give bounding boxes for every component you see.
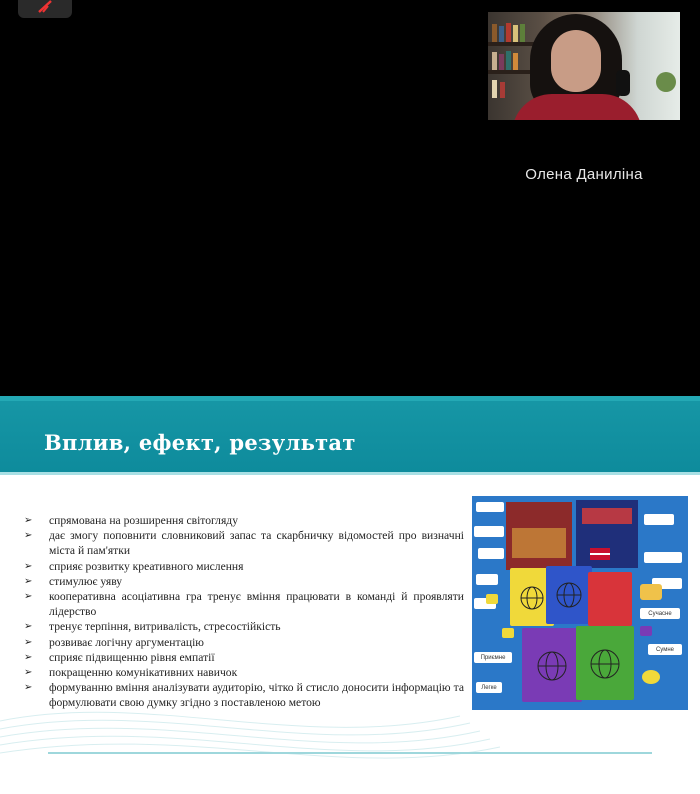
arrowhead-icon: ➢ [24, 636, 33, 648]
list-item: ➢ спрямована на розширення світогляду [24, 514, 238, 527]
arrowhead-icon: ➢ [24, 515, 33, 526]
word-card: Приємне [474, 652, 512, 663]
list-item: ➢ стимулює уяву [24, 574, 123, 588]
game-photo [472, 496, 688, 710]
participant-name: Олена Даниліна [525, 166, 643, 183]
plant [656, 72, 676, 92]
participant-shirt [512, 94, 642, 120]
arrowhead-icon: ➢ [24, 530, 33, 542]
word-card: Легке [476, 682, 502, 693]
slide-footer-line [48, 752, 652, 754]
participant-face [551, 30, 601, 92]
shared-slide [0, 396, 700, 794]
list-item: ➢ розвиває логічну аргументацію [24, 635, 204, 649]
headset-icon [616, 70, 630, 96]
list-item: ➢ сприяє розвитку креативного мислення [24, 559, 244, 573]
slide-header [0, 396, 700, 472]
word-card: Сумне [648, 644, 682, 655]
arrowhead-icon: ➢ [24, 651, 33, 663]
arrowhead-icon: ➢ [24, 560, 33, 572]
arrowhead-icon: ➢ [24, 591, 33, 603]
list-item: ➢ сприяє підвищенню рівня емпатії [24, 650, 215, 664]
list-item: ➢ покращенню комунікативних навичок [24, 666, 238, 680]
arrowhead-icon: ➢ [24, 575, 33, 587]
arrowhead-icon: ➢ [24, 682, 33, 694]
mute-indicator[interactable] [18, 0, 72, 18]
arrowhead-icon: ➢ [24, 667, 33, 679]
list-item: ➢ тренує терпіння, витривалість, стресостійкість [24, 620, 281, 634]
arrowhead-icon: ➢ [24, 621, 33, 633]
list-item: ➢ дає змогу поповнити словниковий запас та скарбничку відомостей про визначні міста й пам'ятки [24, 529, 464, 558]
participant-video[interactable] [488, 12, 680, 120]
mic-off-icon [34, 0, 56, 14]
header-divider [0, 472, 700, 475]
word-card: Сучасне [640, 608, 680, 619]
list-item: ➢ формуванню вміння аналізувати аудиторію, чітко й стисло доносити інформацію та формулювати свою думку згідно з поставленою метою [24, 681, 464, 710]
slide-title: Вплив, ефект, результат [44, 430, 356, 455]
bullet-list [24, 513, 464, 711]
list-item: ➢ кооперативна асоціативна гра тренує вміння працювати в команді й проявляти лідерство [24, 590, 464, 619]
